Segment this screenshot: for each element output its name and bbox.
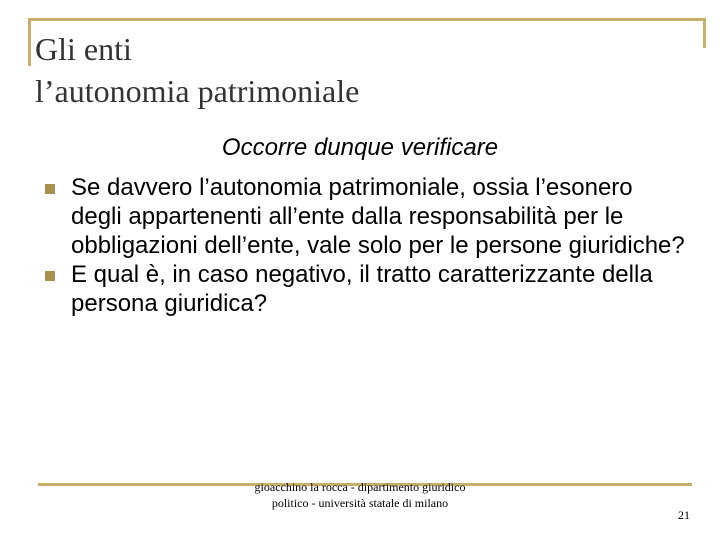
bullet-text: Se davvero l’autonomia patrimoniale, ossia l’esonero degli appartenenti all’ente dalla responsabilità per le obbligazioni dell’ente, vale solo per le persone giuridiche? <box>71 174 685 259</box>
square-bullet-icon <box>45 184 55 194</box>
square-bullet-icon <box>45 271 55 281</box>
slide-title <box>35 28 695 112</box>
bullet-text: E qual è, in caso negativo, il tratto caratterizzante della persona giuridica? <box>71 261 653 317</box>
slide-subheading: Occorre dunque verificare <box>221 134 499 161</box>
title-frame-left-rule <box>28 18 31 66</box>
title-line-2: l’autonomia patrimoniale <box>35 73 360 109</box>
title-frame-top-rule <box>28 18 706 21</box>
page-number: 21 <box>678 508 690 522</box>
title-frame-right-rule <box>703 18 706 48</box>
bullet-item <box>45 173 685 260</box>
footer-credit: gioacchino la rocca - dipartimento giuridico politico - università statale di milano <box>254 480 466 510</box>
bullet-item <box>45 260 685 318</box>
title-line-1: Gli enti <box>35 31 132 67</box>
bullet-list <box>45 173 685 318</box>
